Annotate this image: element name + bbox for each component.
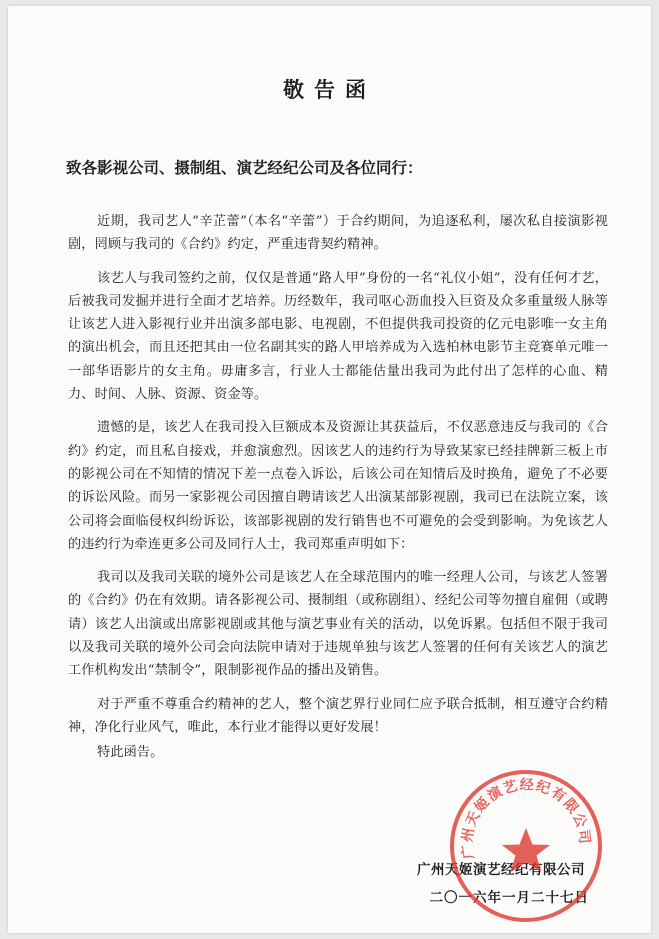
letter-page <box>8 6 651 933</box>
closing-line: 特此函告。 <box>97 745 164 761</box>
paragraph-2: 该艺人与我司签约之前，仅仅是普通“路人甲”身份的一名“礼仪小姐”，没有任何才艺，后被我司发掘并进行全面才艺培养。历经数年，我司呕心沥血投入巨资及众多重量级人脉等让该艺人进入影视行业并出演多部电影、电视剧，不但提供我司投资的亿元电影唯一女主角的演出机会，而且还把其由一位名副其实的路人甲培养成为入选柏林电影节主竞赛单元唯一一部华语影片的女主角。毋庸多言，行业人士都能估量出我司为此付出了怎样的心血、精力、时间、人脉、资源、资金等。 <box>68 270 608 403</box>
paragraph-4: 我司以及我司关联的境外公司是该艺人在全球范围内的唯一经理人公司，与该艺人签署的《合约》仍在有效期。请各影视公司、摄制组（或称剧组）、经纪公司等勿擅自雇佣（或聘请）该艺人出演或出席影视剧或其他与演艺事业有关的活动，以免诉累。包括但不限于我司以及我司关联的境外公司会向法院申请对于违规单独与该艺人签署的任何有关该艺人的演艺工作机构发出“禁制令”，限制影视作品的播出及销售。 <box>68 570 608 679</box>
company-seal <box>446 766 606 926</box>
paragraph-1: 近期，我司艺人“辛芷蕾”（本名“辛蕾”）于合约期间，为追逐私利，屡次私自接演影视剧，罔顾与我司的《合约》约定，严重违背契约精神。 <box>68 214 608 253</box>
paragraph-5: 对于严重不尊重合约精神的艺人，整个演艺界行业同仁应予联合抵制，相互遵守合约精神，净化行业风气，唯此，本行业才能得以更好发展！ <box>68 696 608 735</box>
salutation: 致各影视公司、摄制组、演艺经纪公司及各位同行： <box>66 158 423 177</box>
signer-company: 广州天姬演艺经纪有限公司 <box>417 862 585 878</box>
letter-body <box>68 210 608 775</box>
seal-text: 广州天姬演艺经纪有限公司 <box>459 777 593 860</box>
signing-date: 二〇一六年一月二十七日 <box>429 890 589 906</box>
paragraph-3: 遗憾的是，该艺人在我司投入巨额成本及资源让其获益后，不仅恶意违反与我司的《合约》约定，而且私自接戏，并愈演愈烈。因该艺人的违约行为导致某家已经挂牌新三板上市的影视公司在不知情的情况下差一点卷入诉讼，后该公司在知情后及时换角，避免了不必要的诉讼风险。而另一家影视公司因擅自聘请该艺人出演某部影视剧，我司已在法院立案，该公司将会面临侵权纠纷诉讼，该部影视剧的发行销售也不可避免的会受到影响。为免该艺人的违约行为牵连更多公司及同行人士，我司郑重声明如下： <box>68 420 608 552</box>
star-icon <box>502 828 550 872</box>
letter-title: 敬告函 <box>283 77 376 102</box>
